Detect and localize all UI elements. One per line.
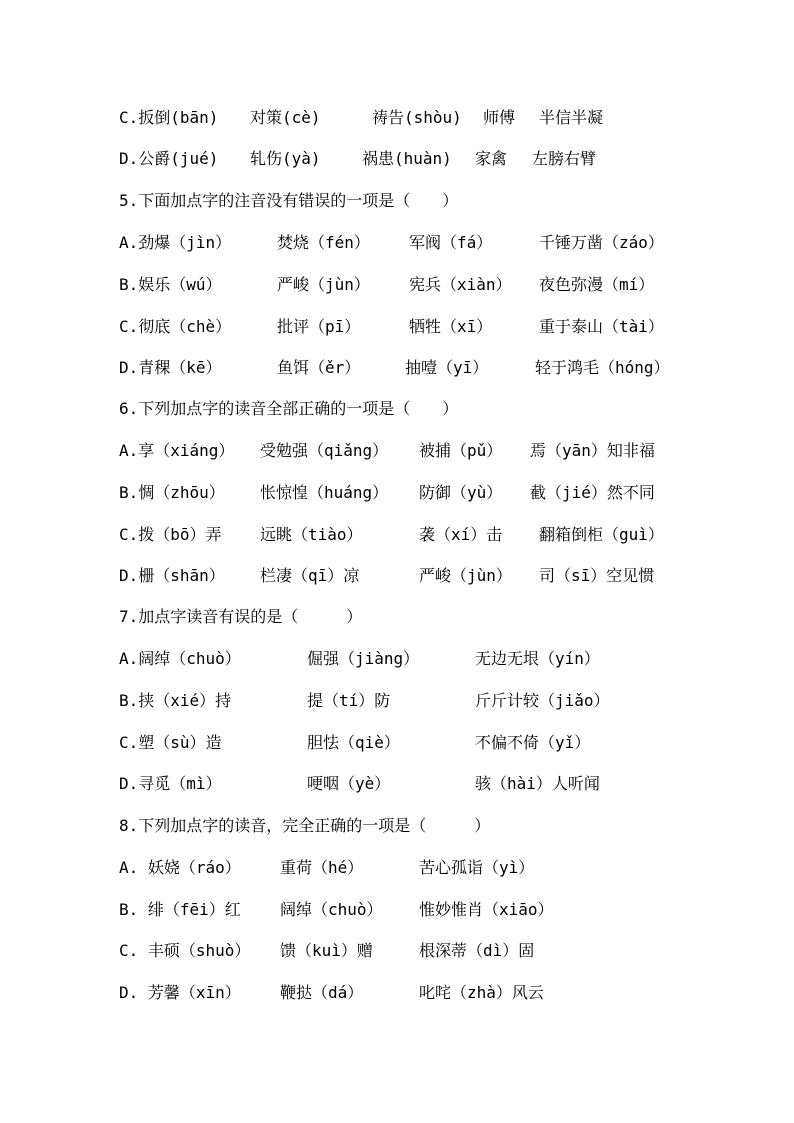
q7-option-c — [119, 730, 779, 756]
option-item: 不偏不倚（yǐ） — [475, 733, 591, 752]
option-item: 栏凄（qī）凉 — [260, 566, 360, 585]
option-item: 祸患(huàn) — [362, 149, 452, 168]
option-item: B. 绯（fēi）红 — [119, 900, 241, 919]
option-item: 提（tí）防 — [307, 691, 391, 710]
option-item: B.娱乐（wú） — [119, 275, 222, 294]
option-item: 无边无垠（yín） — [475, 649, 600, 668]
q8-option-a — [119, 855, 779, 881]
q7-option-d — [119, 771, 779, 797]
option-item: 叱咤（zhà）风云 — [419, 983, 544, 1002]
q7-option-b — [119, 688, 779, 714]
option-item: D.栅（shān） — [119, 566, 225, 585]
option-item: 骇（hài）人听闻 — [475, 774, 600, 793]
option-item: 怅惊惶（huáng） — [260, 483, 389, 502]
option-item: 根深蒂（dì）固 — [419, 941, 535, 960]
option-item: 苦心孤诣（yì） — [419, 858, 535, 877]
option-item: C.塑（sù）造 — [119, 733, 222, 752]
option-item: C. 丰硕（shuò） — [119, 941, 251, 960]
option-item: 被捕（pǔ） — [419, 441, 503, 460]
option-item: C.扳倒(bān) — [119, 108, 219, 127]
option-item: 抽噎（yī） — [405, 358, 489, 377]
q5-option-c — [119, 314, 779, 340]
q5-option-d — [119, 355, 779, 381]
option-item: C.拨（bō）弄 — [119, 525, 222, 544]
option-item: C.彻底（chè） — [119, 317, 232, 336]
q5-question — [119, 188, 779, 214]
option-item: 截（jié）然不同 — [530, 483, 655, 502]
option-item: 重于泰山（tài） — [539, 317, 664, 336]
q4-option-c — [119, 105, 779, 131]
q6-option-a — [119, 438, 779, 464]
q6-option-b — [119, 480, 779, 506]
option-item: 军阀（fá） — [409, 233, 493, 252]
option-item: 家禽 — [475, 149, 508, 168]
option-item: 焉（yān）知非福 — [530, 441, 655, 460]
q5-option-b — [119, 272, 779, 298]
option-item: A.享（xiáng） — [119, 441, 235, 460]
option-item: 袭（xí）击 — [419, 525, 503, 544]
option-item: 严峻（jùn） — [277, 275, 370, 294]
q6-option-d — [119, 563, 779, 589]
q7-question — [119, 604, 779, 630]
option-item: A.劲爆（jìn） — [119, 233, 232, 252]
option-item: 批评（pī） — [277, 317, 361, 336]
option-item: 千锤万凿（záo） — [539, 233, 664, 252]
question-text: 5.下面加点字的注音没有错误的一项是（ ） — [119, 191, 459, 210]
option-item: A.阔绰（chuò） — [119, 649, 241, 668]
option-item: 远眺（tiào） — [260, 525, 363, 544]
option-item: 阔绰（chuò） — [280, 900, 383, 919]
option-item: 馈（kuì）赠 — [280, 941, 373, 960]
option-item: 防御（yù） — [419, 483, 503, 502]
option-item: 鱼饵（ěr） — [277, 358, 361, 377]
option-item: 司（sī）空见惯 — [539, 566, 655, 585]
option-item: 轧伤(yà) — [250, 149, 321, 168]
option-item: B.挟（xié）持 — [119, 691, 232, 710]
q5-option-a — [119, 230, 779, 256]
option-item: 惟妙惟肖（xiāo） — [419, 900, 554, 919]
option-item: 半信半凝 — [539, 108, 604, 127]
option-item: 哽咽（yè） — [307, 774, 391, 793]
option-item: 牺牲（xī） — [409, 317, 493, 336]
q8-option-b — [119, 897, 779, 923]
option-item: 师傅 — [483, 108, 516, 127]
option-item: D.青稞（kē） — [119, 358, 222, 377]
option-item: 左膀右臂 — [532, 149, 597, 168]
option-item: 宪兵（xiàn） — [409, 275, 512, 294]
option-item: 胆怯（qiè） — [307, 733, 400, 752]
option-item: 轻于鸿毛（hóng） — [535, 358, 670, 377]
q8-option-d — [119, 980, 779, 1006]
q8-question — [119, 813, 779, 839]
option-item: 重荷（hé） — [280, 858, 364, 877]
q6-question — [119, 396, 779, 422]
option-item: 倔强（jiàng） — [307, 649, 420, 668]
q6-option-c — [119, 522, 779, 548]
option-item: 祷告(shòu) — [372, 108, 462, 127]
question-text: 7.加点字读音有误的是（ ） — [119, 607, 363, 626]
option-item: D.公爵(jué) — [119, 149, 219, 168]
option-item: 严峻（jùn） — [419, 566, 512, 585]
option-item: D. 芳馨（xīn） — [119, 983, 241, 1002]
option-item: A. 妖娆（ráo） — [119, 858, 241, 877]
option-item: 夜色弥漫（mí） — [539, 275, 655, 294]
option-item: D.寻觅（mì） — [119, 774, 222, 793]
q7-option-a — [119, 646, 779, 672]
option-item: 斤斤计较（jiǎo） — [475, 691, 610, 710]
q8-option-c — [119, 938, 779, 964]
question-text: 8.下列加点字的读音，完全正确的一项是（ ） — [119, 816, 491, 835]
option-item: 鞭挞（dá） — [280, 983, 364, 1002]
option-item: 对策(cè) — [250, 108, 321, 127]
option-item: 翻箱倒柜（guì） — [539, 525, 664, 544]
question-text: 6.下列加点字的读音全部正确的一项是（ ） — [119, 399, 459, 418]
option-item: 焚烧（fén） — [277, 233, 370, 252]
option-item: B.惆（zhōu） — [119, 483, 225, 502]
q4-option-d — [119, 146, 779, 172]
option-item: 受勉强（qiǎng） — [260, 441, 389, 460]
